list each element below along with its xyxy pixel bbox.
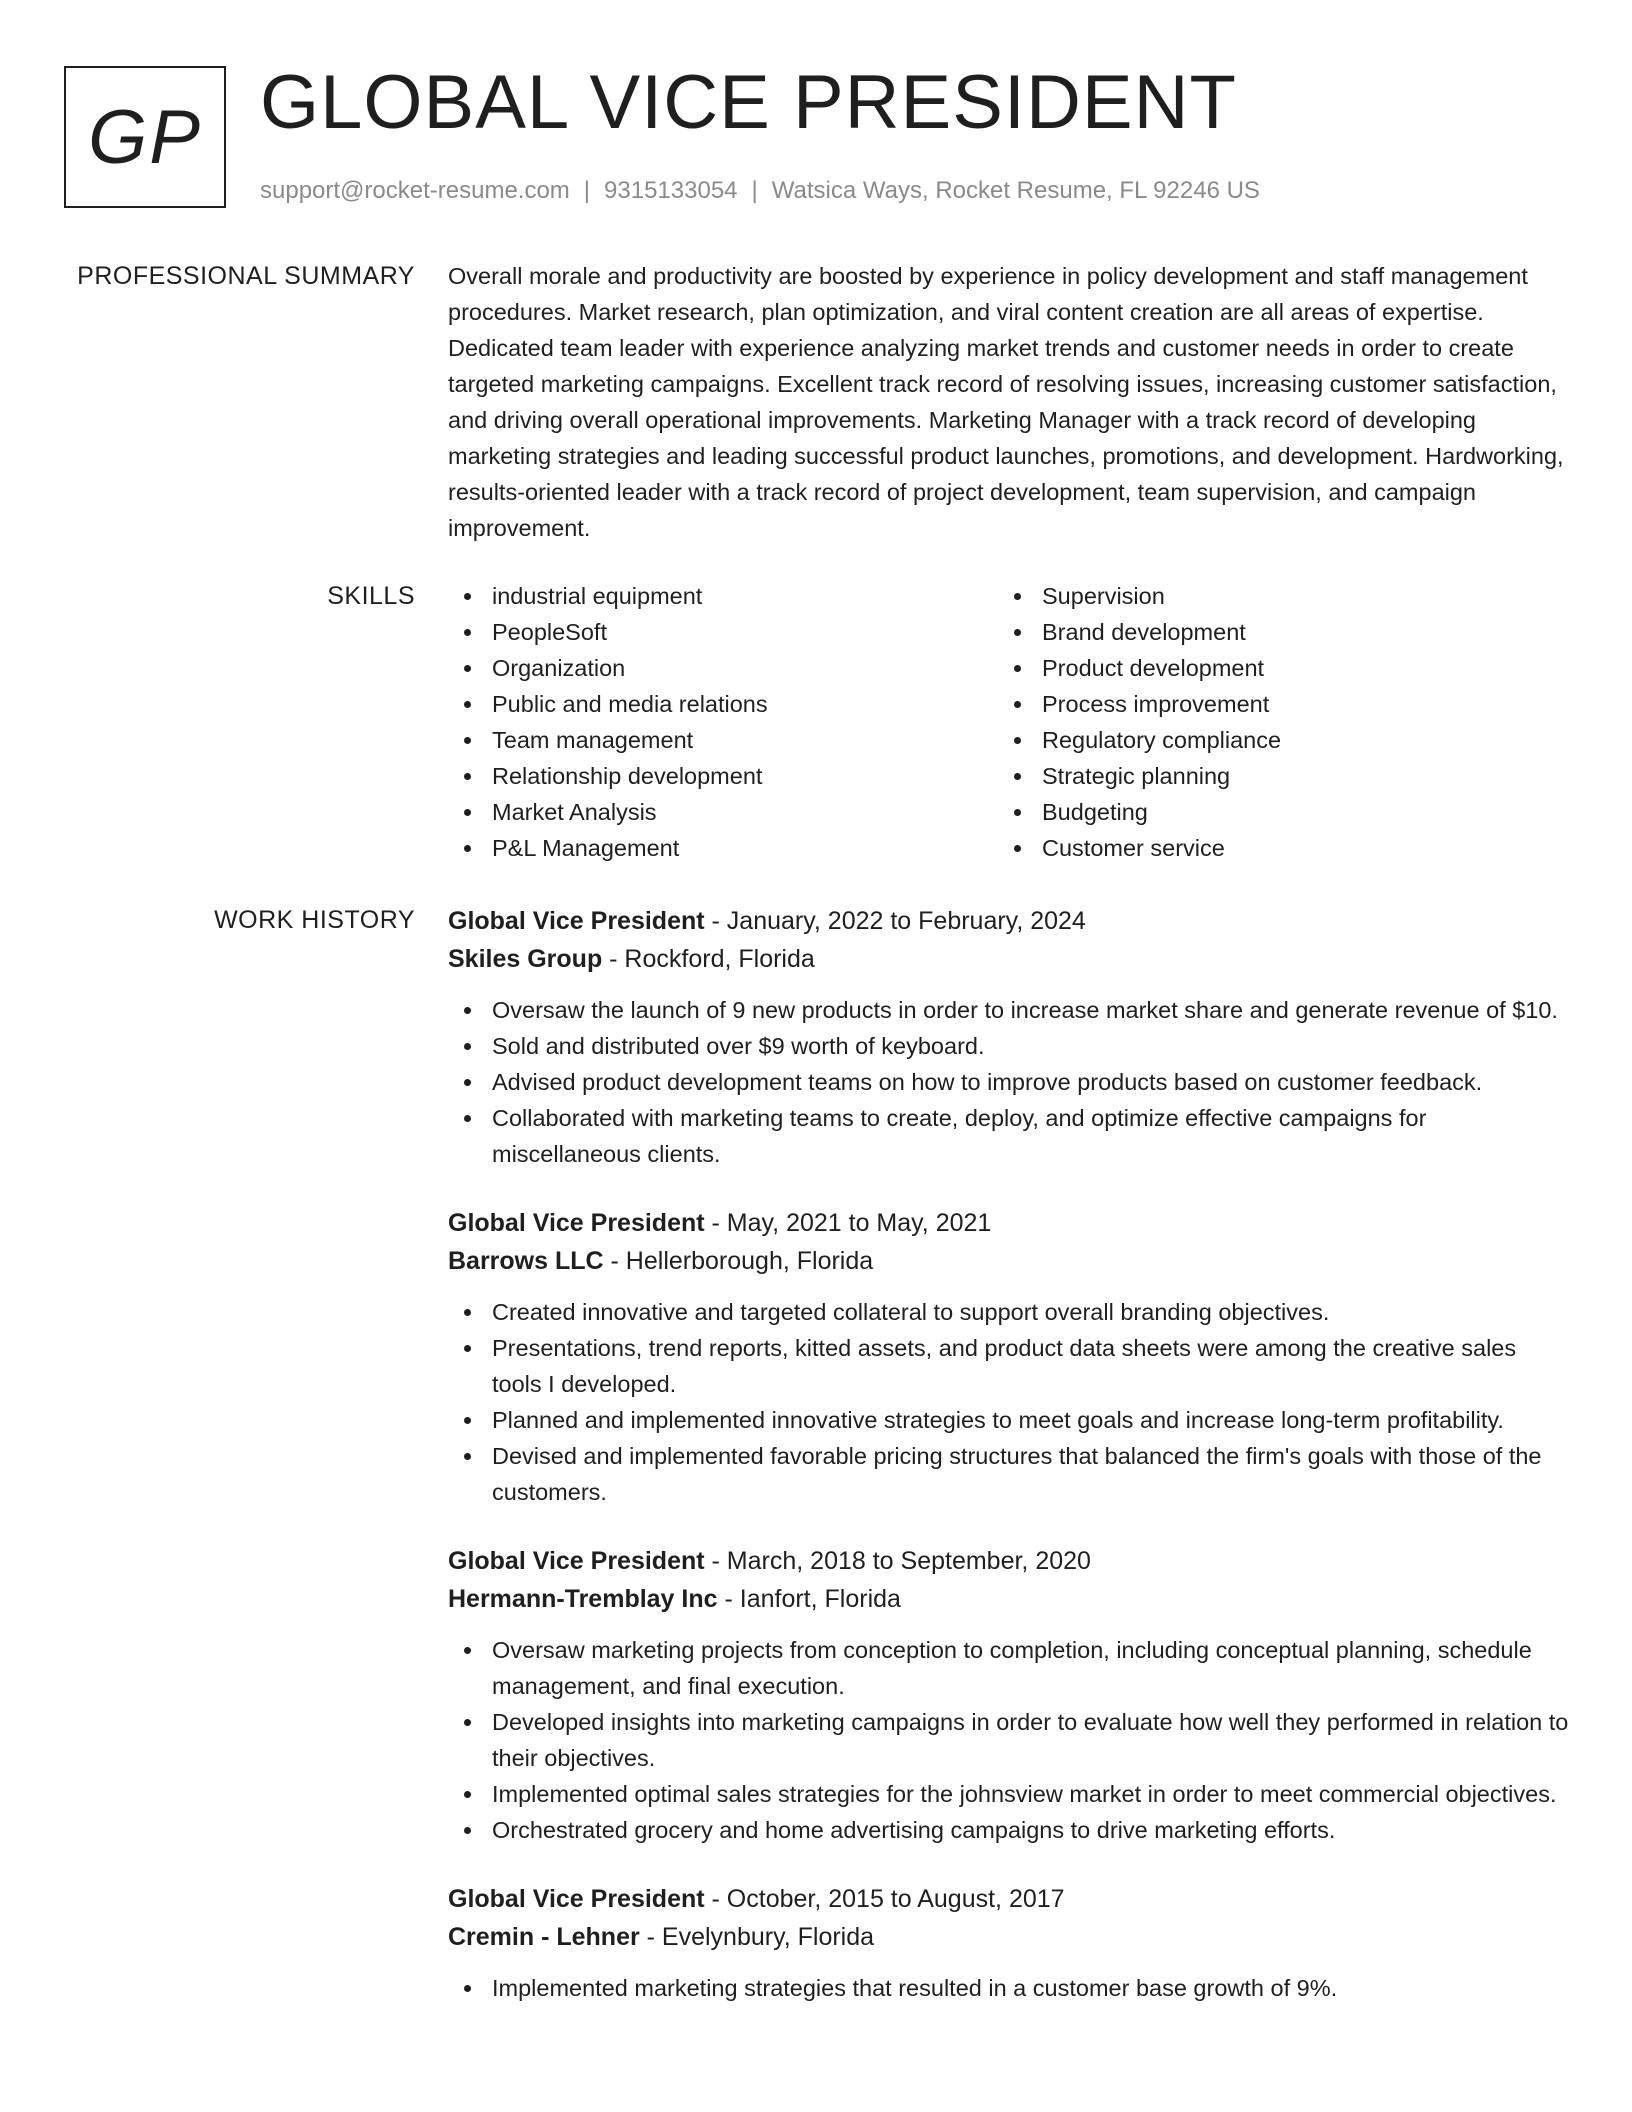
job-entry — [448, 1880, 1570, 2006]
job-company-line — [448, 1242, 1570, 1280]
job-bullet: Implemented marketing strategies that resulted in a customer base growth of 9%. — [448, 1970, 1570, 2006]
skill-item: Strategic planning — [998, 758, 1548, 794]
skill-item: Public and media relations — [448, 686, 998, 722]
job-location: - Rockford, Florida — [602, 945, 815, 973]
job-bullet: Sold and distributed over $9 worth of keyboard. — [448, 1028, 1570, 1064]
job-bullets — [448, 992, 1570, 1172]
resume-title: GLOBAL VICE PRESIDENT — [260, 60, 1237, 145]
work-history-label: WORK HISTORY — [214, 906, 415, 934]
skills-body — [448, 578, 1570, 866]
job-dates: - October, 2015 to August, 2017 — [704, 1885, 1065, 1913]
job-bullet: Developed insights into marketing campaigns in order to evaluate how well they performed in relation to their objectives. — [448, 1704, 1570, 1776]
contact-phone: 9315133054 — [604, 177, 738, 204]
job-bullet: Implemented optimal sales strategies for the johnsview market in order to meet commercial objectives. — [448, 1776, 1570, 1812]
job-title-line — [448, 902, 1570, 940]
summary-label: PROFESSIONAL SUMMARY — [77, 262, 415, 290]
job-title: Global Vice President — [448, 1209, 705, 1237]
job-entry — [448, 1542, 1570, 1848]
job-bullets — [448, 1294, 1570, 1510]
job-bullets — [448, 1632, 1570, 1848]
job-bullet: Planned and implemented innovative strategies to meet goals and increase long-term profitability. — [448, 1402, 1570, 1438]
job-bullet: Oversaw marketing projects from conception to completion, including conceptual planning, schedule management, and final execution. — [448, 1632, 1570, 1704]
skill-item: Customer service — [998, 830, 1548, 866]
skill-item: Market Analysis — [448, 794, 998, 830]
job-entry — [448, 902, 1570, 1172]
job-entry — [448, 1204, 1570, 1510]
skill-item: Brand development — [998, 614, 1548, 650]
monogram-initials: GP — [88, 94, 202, 180]
job-title-line — [448, 1204, 1570, 1242]
skills-label: SKILLS — [327, 582, 415, 610]
job-company-line — [448, 1918, 1570, 1956]
contact-address: Watsica Ways, Rocket Resume, FL 92246 US — [771, 177, 1260, 204]
contact-separator: | — [751, 177, 758, 204]
job-bullet: Oversaw the launch of 9 new products in order to increase market share and generate revenue of $10. — [448, 992, 1570, 1028]
skill-item: Product development — [998, 650, 1548, 686]
job-title: Global Vice President — [448, 907, 705, 935]
skill-item: Relationship development — [448, 758, 998, 794]
job-company-line — [448, 940, 1570, 978]
skill-item: industrial equipment — [448, 578, 998, 614]
job-company: Cremin - Lehner — [448, 1923, 640, 1951]
skill-item: Organization — [448, 650, 998, 686]
skills-list-right — [998, 578, 1548, 866]
job-bullet: Devised and implemented favorable pricing structures that balanced the firm's goals with those of the customers. — [448, 1438, 1570, 1510]
summary-body — [448, 258, 1570, 546]
summary-text: Overall morale and productivity are boosted by experience in policy development and staff management procedures. Market research, plan optimization, and viral content creation are all areas of expertise. Dedicated team leader with experience analyzing market trends and customer needs in order to create targeted marketing campaigns. Excellent track record of resolving issues, increasing customer satisfaction, and driving overall operational improvements. Marketing Manager with a track record of developing marketing strategies and leading successful product launches, promotions, and development. Hardworking, results-oriented leader with a track record of project development, team supervision, and campaign improvement. — [448, 263, 1564, 541]
job-dates: - May, 2021 to May, 2021 — [704, 1209, 992, 1237]
job-company: Barrows LLC — [448, 1247, 604, 1275]
job-title-line — [448, 1880, 1570, 1918]
contact-email: support@rocket-resume.com — [260, 177, 570, 204]
job-company: Hermann-Tremblay Inc — [448, 1585, 718, 1613]
skill-item: Supervision — [998, 578, 1548, 614]
contact-line — [260, 174, 1260, 208]
job-title-line — [448, 1542, 1570, 1580]
job-location: - Evelynbury, Florida — [639, 1923, 875, 1951]
job-location: - Ianfort, Florida — [717, 1585, 901, 1613]
job-bullet: Advised product development teams on how to improve products based on customer feedback. — [448, 1064, 1570, 1100]
job-location: - Hellerborough, Florida — [603, 1247, 874, 1275]
work-history-body — [448, 902, 1570, 2038]
job-bullet: Collaborated with marketing teams to create, deploy, and optimize effective campaigns for miscellaneous clients. — [448, 1100, 1570, 1172]
contact-separator: | — [583, 177, 591, 204]
skill-item: PeopleSoft — [448, 614, 998, 650]
skill-item: Budgeting — [998, 794, 1548, 830]
job-bullet: Orchestrated grocery and home advertising campaigns to drive marketing efforts. — [448, 1812, 1570, 1848]
skill-item: P&L Management — [448, 830, 998, 866]
skill-item: Team management — [448, 722, 998, 758]
job-bullet: Presentations, trend reports, kitted assets, and product data sheets were among the creative sales tools I developed. — [448, 1330, 1570, 1402]
job-title: Global Vice President — [448, 1547, 705, 1575]
job-bullets — [448, 1970, 1570, 2006]
job-bullet: Created innovative and targeted collateral to support overall branding objectives. — [448, 1294, 1570, 1330]
skill-item: Process improvement — [998, 686, 1548, 722]
skills-columns — [448, 578, 1570, 866]
job-company-line — [448, 1580, 1570, 1618]
job-dates: - March, 2018 to September, 2020 — [704, 1547, 1091, 1575]
skill-item: Regulatory compliance — [998, 722, 1548, 758]
job-company: Skiles Group — [448, 945, 603, 973]
job-title: Global Vice President — [448, 1885, 705, 1913]
skills-list-left — [448, 578, 998, 866]
monogram-box — [64, 66, 226, 208]
job-dates: - January, 2022 to February, 2024 — [704, 907, 1086, 935]
